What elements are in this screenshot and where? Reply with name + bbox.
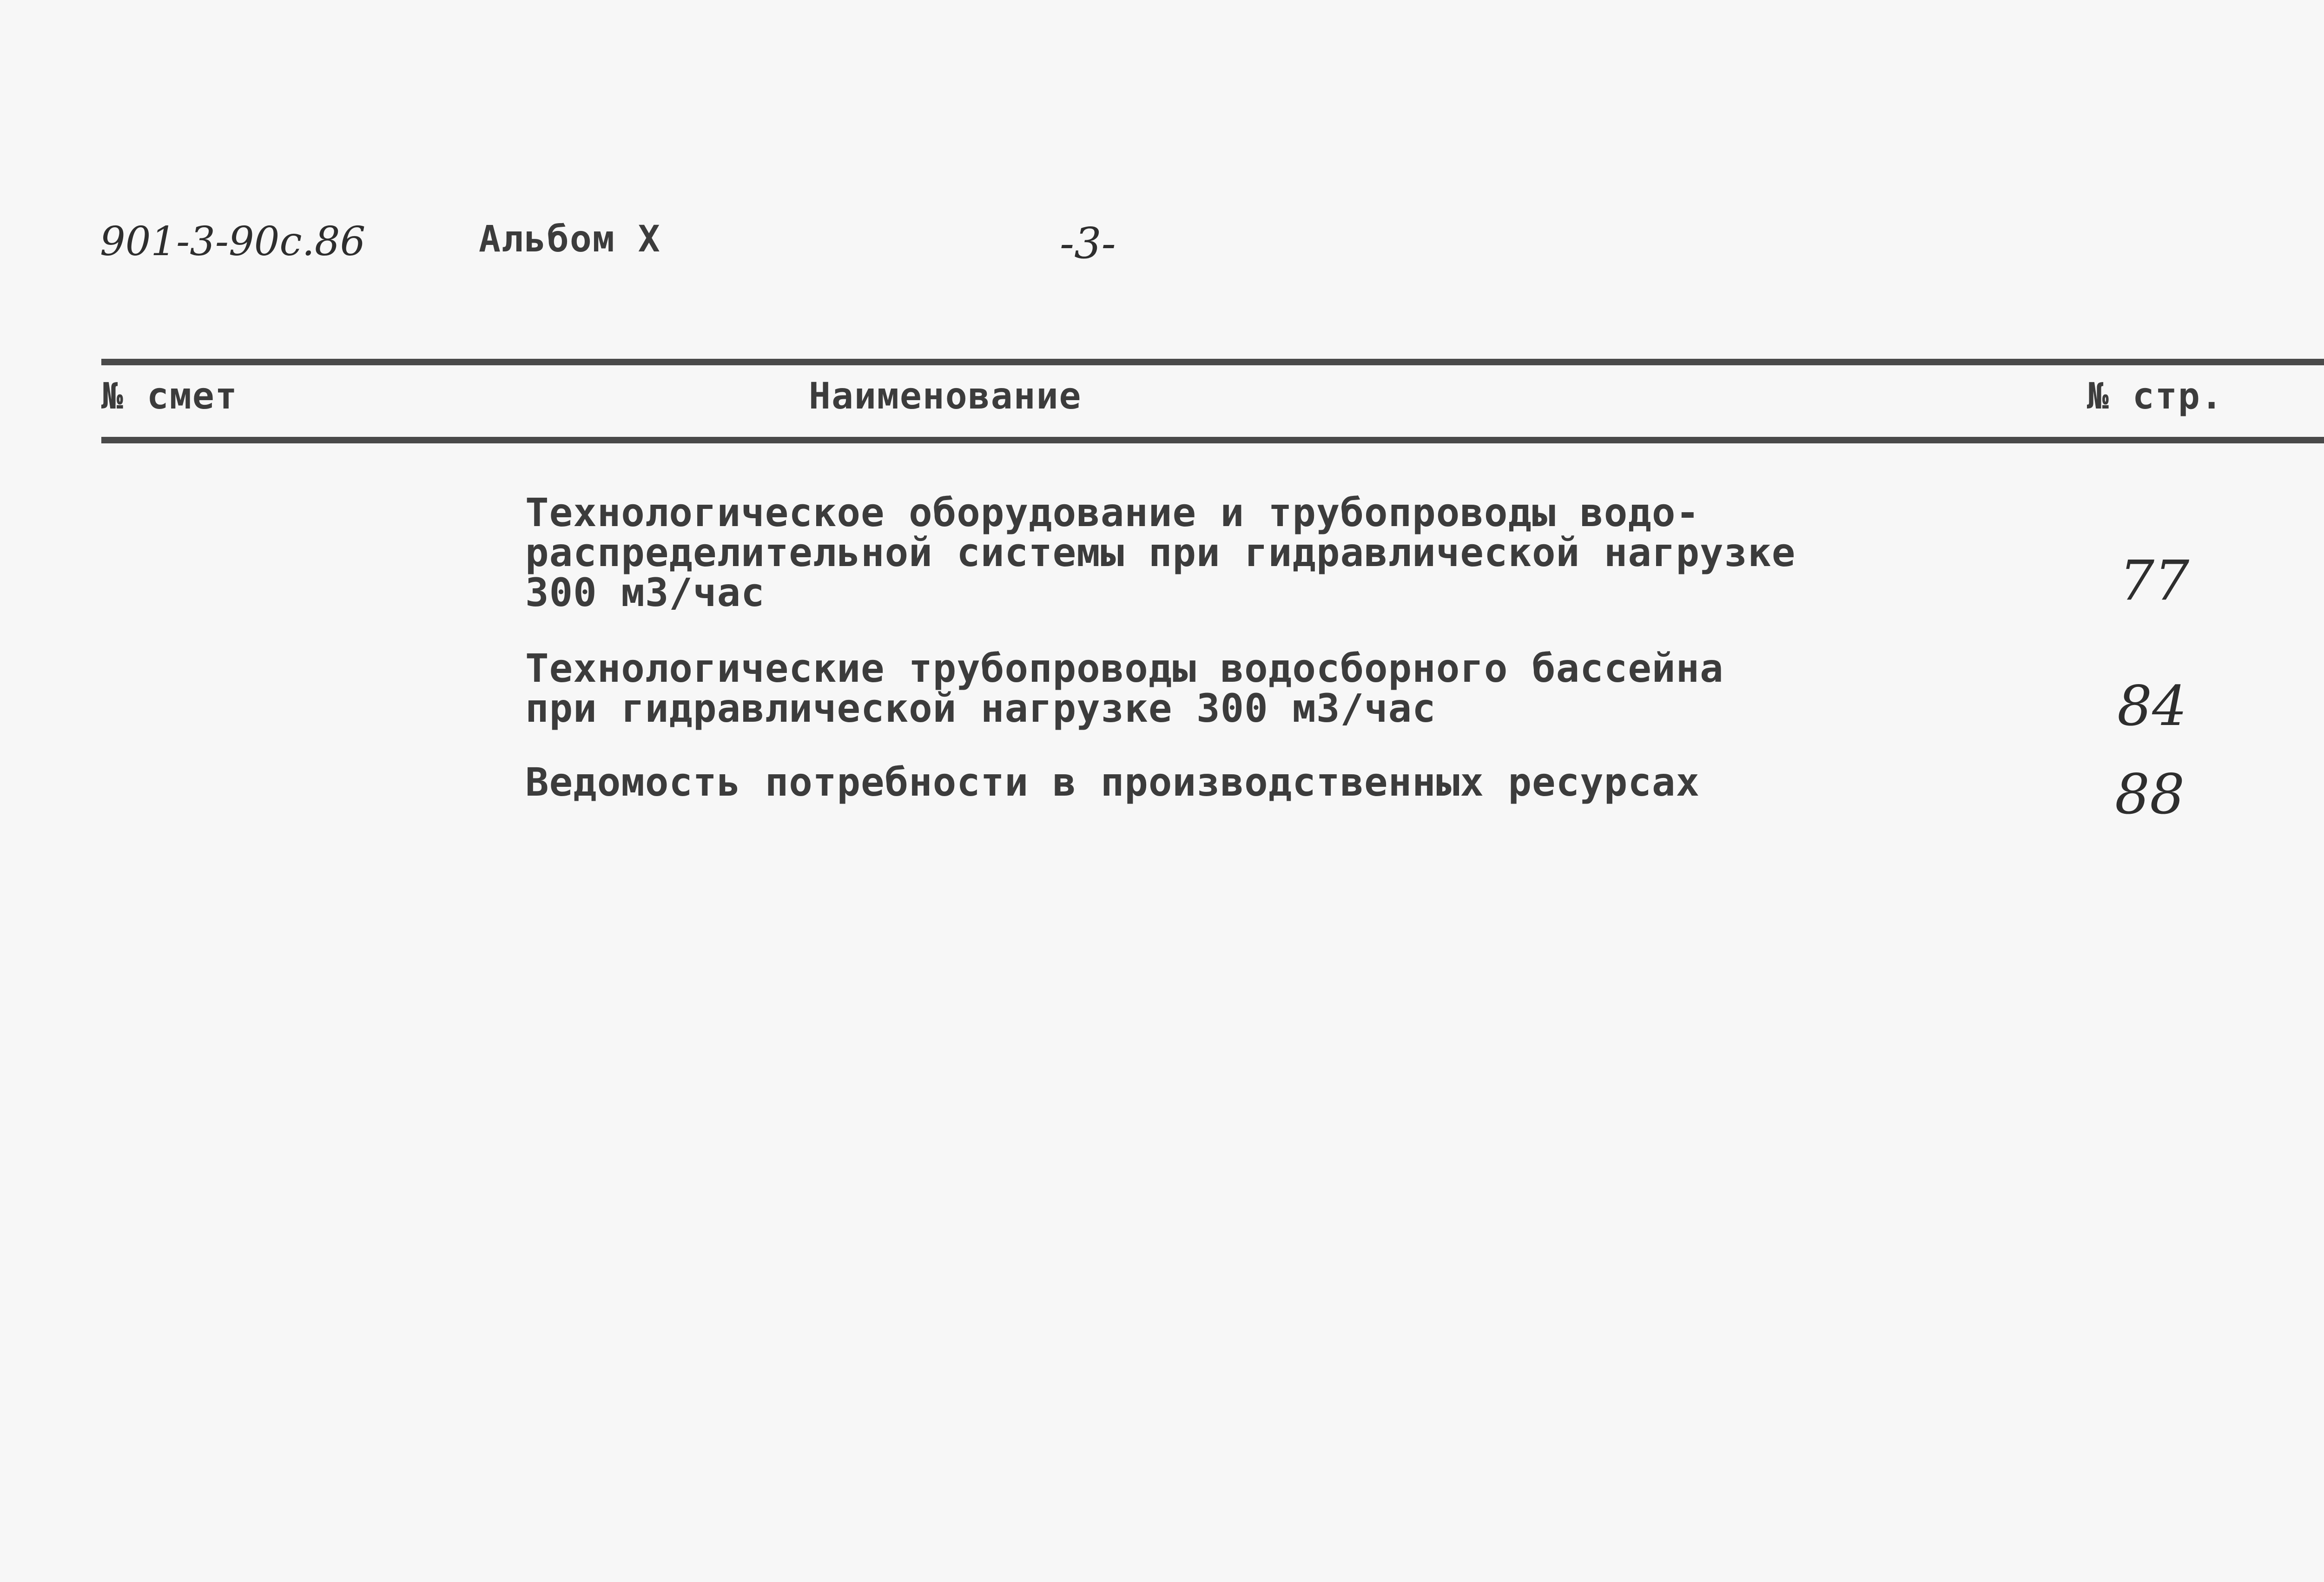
album-label: Альбом X [479, 218, 661, 260]
column-header-estimates: № смет [101, 376, 238, 417]
table-row-name: Технологические трубопроводы водосборного бассейна при гидравлической нагрузке 300 м3/час [525, 646, 1724, 731]
table-header-rule [101, 437, 2324, 443]
column-header-page: № стр. [2087, 376, 2224, 417]
table-row-name: Ведомость потребности в производственных ресурсах [525, 759, 1700, 805]
table-row-page: 84 [2117, 674, 2187, 738]
column-header-name: Наименование [809, 376, 1082, 417]
page-number: -3- [1060, 218, 1116, 268]
table-row-page: 77 [2119, 548, 2190, 613]
document-code: 901-3-90с.86 [100, 218, 366, 265]
table-row-name: Технологическое оборудование и трубопроводы водо- распределительной системы при гидравлической нагрузке 300 м3/час [525, 490, 1796, 615]
table-top-rule [101, 359, 2324, 365]
table-row-page: 88 [2115, 762, 2185, 826]
